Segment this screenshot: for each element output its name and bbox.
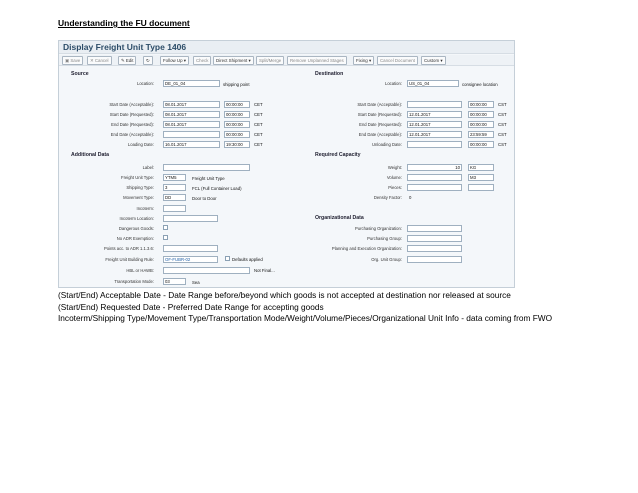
density-factor-label: Density Factor: (373, 195, 402, 200)
dest-end-requested-time[interactable]: 00:00:00 (468, 121, 494, 128)
source-end-requested-tz: CET (254, 122, 263, 127)
source-start-requested-date[interactable]: 08.01.2017 (163, 111, 220, 118)
fu-type-label: Freight Unit Type: (121, 175, 154, 180)
source-end-requested-date[interactable]: 08.01.2017 (163, 121, 220, 128)
defaults-applied-checkbox[interactable] (225, 256, 230, 261)
transport-mode-desc: Sea (192, 280, 200, 285)
source-loading-time[interactable]: 19:30:00 (224, 141, 250, 148)
shipping-type-desc: FCL (Full Container Load) (192, 186, 242, 191)
toolbar (59, 55, 515, 66)
purchasing-group-label: Purchasing Group: (367, 236, 402, 241)
source-end-acceptable-label: End Date (Acceptable): (110, 132, 154, 137)
direct-shipment-button[interactable]: Direct Shipment ▾ (213, 56, 254, 65)
volume-label: Volume: (386, 175, 402, 180)
dest-end-requested-date[interactable]: 12.01.2017 (407, 121, 462, 128)
follow-up-button[interactable]: Follow Up ▾ (160, 56, 189, 65)
org-unit-group-label: Org. Unit Group: (371, 257, 402, 262)
note-fwo-data: Incoterm/Shipping Type/Movement Type/Transportation Mode/Weight/Volume/Pieces/Organizational Unit Info - data coming from FWO (58, 313, 553, 324)
volume-unit-field[interactable]: M3 (468, 174, 494, 181)
dest-unloading-time[interactable]: 00:00:00 (468, 141, 494, 148)
hbl-field[interactable] (163, 267, 250, 274)
label-label: Label: (142, 165, 154, 170)
shipping-type-field[interactable]: 3 (163, 184, 186, 191)
organizational-data-section-title: Organizational Data (315, 215, 364, 221)
source-loading-label: Loading Date: (127, 142, 154, 147)
note-acceptable-date: (Start/End) Acceptable Date - Date Range before/beyond which goods is not accepted at destination nor released at source (58, 290, 511, 300)
dest-unloading-label: Unloading Date: (371, 142, 402, 147)
source-location-field[interactable]: DE_01_04 (163, 80, 220, 87)
destination-section-title: Destination (315, 71, 344, 77)
dangerous-goods-checkbox[interactable] (163, 225, 168, 230)
incoterm-location-label: Incoterm Location: (119, 216, 154, 221)
weight-label: Weight: (387, 165, 402, 170)
dest-end-acceptable-date[interactable]: 12.01.2017 (407, 131, 462, 138)
fu-type-field[interactable]: YTM5 (163, 174, 186, 181)
source-end-acceptable-date[interactable] (163, 131, 220, 138)
required-capacity-section-title: Required Capacity (315, 152, 361, 158)
sap-window (58, 40, 515, 288)
org-unit-group-field[interactable] (407, 256, 462, 263)
window-title-bar (59, 41, 515, 54)
pieces-field[interactable] (407, 184, 462, 191)
building-rule-label: Freight Unit Building Rule: (105, 257, 154, 262)
transport-mode-label: Transportation Mode: (114, 279, 154, 284)
source-start-acceptable-tz: CET (254, 102, 263, 107)
movement-type-field[interactable]: DD (163, 194, 186, 201)
cancel-button[interactable]: ✕Cancel (87, 56, 112, 65)
points-adr-field[interactable] (163, 245, 218, 252)
dest-start-requested-time[interactable]: 00:00:00 (468, 111, 494, 118)
document-heading: Understanding the FU document (58, 18, 190, 28)
not-final-status: Not Final... (254, 268, 275, 273)
dest-location-desc: consignee location (462, 82, 498, 87)
save-button[interactable]: ▣Save (62, 56, 83, 65)
volume-field[interactable] (407, 174, 462, 181)
window-title: Display Freight Unit Type 1406 (63, 42, 187, 52)
save-icon: ▣ (65, 58, 70, 63)
remove-unplanned-stages-button[interactable]: Remove Unplanned Stages (287, 56, 347, 65)
defaults-applied-label: Defaults applied (232, 257, 263, 262)
dest-end-acceptable-tz: CST (498, 132, 507, 137)
source-end-requested-label: End Date (Requested): (111, 122, 154, 127)
planning-org-label: Planning and Execution Organization: (331, 246, 402, 251)
source-loading-tz: CET (254, 142, 263, 147)
source-end-acceptable-time[interactable]: 00:00:00 (224, 131, 250, 138)
movement-type-desc: Door to Door (192, 196, 217, 201)
document-notes (58, 290, 552, 325)
dest-end-requested-label: End Date (Requested): (359, 122, 402, 127)
dest-start-requested-date[interactable]: 12.01.2017 (407, 111, 462, 118)
purchasing-org-field[interactable] (407, 225, 462, 232)
pencil-icon: ✎ (121, 58, 125, 63)
dest-unloading-tz: CST (498, 142, 507, 147)
dest-end-acceptable-label: End Date (Acceptable): (358, 132, 402, 137)
pieces-unit-field[interactable] (468, 184, 494, 191)
fu-type-desc: Freight Unit Type (192, 176, 225, 181)
pieces-label: Pieces: (388, 185, 402, 190)
dest-start-requested-tz: CST (498, 112, 507, 117)
dest-start-requested-label: Start Date (Requested): (357, 112, 402, 117)
dest-location-field[interactable]: US_01_04 (407, 80, 459, 87)
source-start-requested-label: Start Date (Requested): (109, 112, 154, 117)
purchasing-org-label: Purchasing Organization: (354, 226, 402, 231)
source-start-acceptable-label: Start Date (Acceptable): (109, 102, 154, 107)
source-start-acceptable-time[interactable]: 00:00:00 (224, 101, 250, 108)
transport-mode-field[interactable]: 03 (163, 278, 186, 285)
split-merge-button[interactable]: Split/Merge (256, 56, 284, 65)
edit-button[interactable]: ✎Edit (118, 56, 136, 65)
source-loading-date[interactable]: 16.01.2017 (163, 141, 220, 148)
additional-data-section-title: Additional Data (71, 152, 110, 158)
source-end-requested-time[interactable]: 00:00:00 (224, 121, 250, 128)
incoterm-label: Incoterm: (136, 206, 154, 211)
movement-type-label: Movement Type: (123, 195, 154, 200)
source-start-requested-tz: CET (254, 112, 263, 117)
weight-unit-field[interactable]: KG (468, 164, 494, 171)
dest-end-acceptable-time[interactable]: 23:59:59 (468, 131, 494, 138)
source-start-requested-time[interactable]: 00:00:00 (224, 111, 250, 118)
source-section-title: Source (71, 71, 89, 77)
label-field[interactable] (163, 164, 250, 171)
source-end-acceptable-tz: CET (254, 132, 263, 137)
incoterm-location-field[interactable] (163, 215, 218, 222)
planning-org-field[interactable] (407, 245, 462, 252)
fixing-button[interactable]: Fixing ▾ (353, 56, 374, 65)
dest-start-acceptable-date[interactable] (407, 101, 462, 108)
refresh-button[interactable]: ↻ (143, 56, 153, 65)
close-icon: ✕ (90, 58, 94, 63)
hbl-label: HBL or HAWB: (126, 268, 154, 273)
building-rule-link[interactable]: OF-FUBR-02 (163, 256, 218, 263)
source-location-desc: shipping point (223, 82, 250, 87)
source-start-acceptable-date[interactable]: 08.01.2017 (163, 101, 220, 108)
shipping-type-label: Shipping Type: (126, 185, 154, 190)
custom-button[interactable]: Custom ▾ (421, 56, 446, 65)
check-button[interactable]: Check (193, 56, 211, 65)
cancel-document-button[interactable]: Cancel Document (377, 56, 418, 65)
weight-field[interactable]: 10 (407, 164, 462, 171)
note-requested-date: (Start/End) Requested Date - Preferred Date Range for accepting goods (58, 301, 324, 312)
dest-unloading-date[interactable] (407, 141, 462, 148)
dangerous-goods-label: Dangerous Goods: (118, 226, 154, 231)
no-adr-exemption-label: No ADR Exemption: (116, 236, 154, 241)
dest-start-acceptable-label: Start Date (Acceptable): (357, 102, 402, 107)
dest-location-label: Location: (385, 81, 402, 86)
density-factor-value: 0 (409, 195, 412, 200)
dest-end-requested-tz: CST (498, 122, 507, 127)
incoterm-field[interactable] (163, 205, 186, 212)
points-adr-label: Points acc. to ADR 1.1.3.6: (103, 246, 154, 251)
source-location-label: Location: (137, 81, 154, 86)
dest-start-acceptable-time[interactable]: 00:00:00 (468, 101, 494, 108)
dest-start-acceptable-tz: CST (498, 102, 507, 107)
purchasing-group-field[interactable] (407, 235, 462, 242)
no-adr-exemption-checkbox[interactable] (163, 235, 168, 240)
